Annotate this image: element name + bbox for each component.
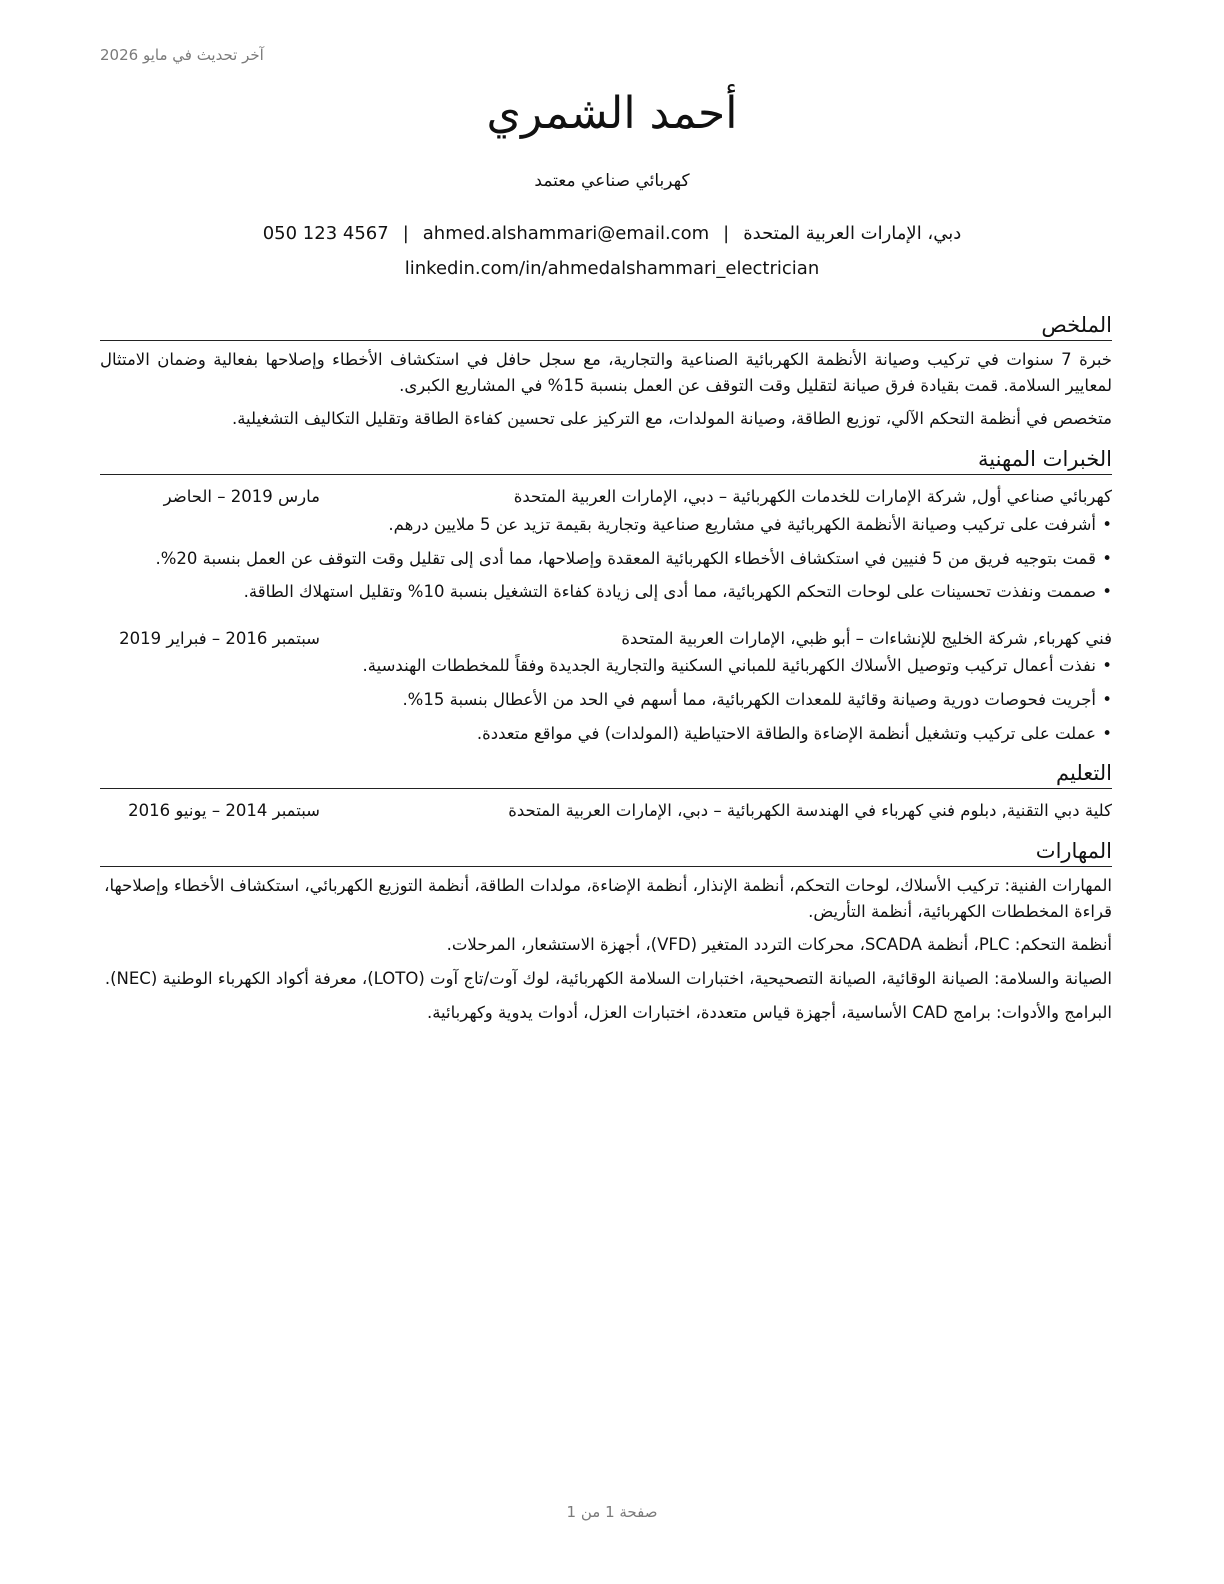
section-heading: الملخص [100,312,1112,341]
job-title: فني كهرباء, شركة الخليج للإنشاءات – أبو ظبي، الإمارات العربية المتحدة [621,628,1112,648]
linkedin-link[interactable]: linkedin.com/in/ahmedalshammari_electrician [404,258,820,279]
job-bullet: • قمت بتوجيه فريق من 5 فنيين في استكشاف الأخطاء الكهربائية المعقدة وإصلاحها، مما أدى إلى تقليل وقت التوقف عن العمل بنسبة 20%. [100,546,1112,572]
contact-location: دبي، الإمارات العربية المتحدة [743,223,962,244]
job-header [100,485,1112,510]
candidate-title: كهربائي صناعي معتمد [534,171,690,191]
education-dates: سبتمبر 2014 – يونيو 2016 [128,801,320,821]
job-bullet: • أجريت فحوصات دورية وصيانة وقائية للمعدات الكهربائية، مما أسهم في الحد من الأعطال بنسبة 15%. [100,687,1112,713]
education-entry [100,799,1112,824]
contact-line [0,223,1224,244]
job-bullet: • عملت على تركيب وتشغيل أنظمة الإضاءة والطاقة الاحتياطية (المولدات) في مواقع متعددة. [100,721,1112,747]
section-heading: التعليم [100,760,1112,789]
summary-paragraph: خبرة 7 سنوات في تركيب وصيانة الأنظمة الكهربائية الصناعية والتجارية، مع سجل حافل في استكشاف الأخطاء وإصلاحها بفعالية وضمان الامتثال لمعايير السلامة. قمت بقيادة فرق صيانة لتقليل وقت التوقف عن العمل بنسبة 15% في المشاريع الكبرى. [100,350,1112,395]
summary-section [100,312,1112,432]
job-title: كهربائي صناعي أول, شركة الإمارات للخدمات الكهربائية – دبي، الإمارات العربية المتحدة [513,487,1112,507]
job-entry [100,627,1112,746]
resume-content [100,312,1112,1025]
job-dates: مارس 2019 – الحاضر [163,487,320,507]
skill-line: البرامج والأدوات: برامج CAD الأساسية، أجهزة قياس متعددة، اختبارات العزل، أدوات يدوية وكهربائية. [426,1002,1112,1022]
summary-paragraph: متخصص في أنظمة التحكم الآلي، توزيع الطاقة، وصيانة المولدات، مع التركيز على تحسين كفاءة الطاقة وتقليل التكاليف التشغيلية. [231,409,1112,429]
page-number: صفحة 1 من 1 [566,1503,658,1521]
job-bullet: • نفذت أعمال تركيب وتوصيل الأسلاك الكهربائية للمباني السكنية والتجارية الجديدة وفقاً للمخططات الهندسية. [100,653,1112,679]
skill-line: المهارات الفنية: تركيب الأسلاك، لوحات التحكم، أنظمة الإنذار، أنظمة الإضاءة، مولدات الطاقة، أنظمة التوزيع الكهربائي، استكشاف الأخطاء وإصلاحها، قراءة المخططات الكهربائية، أنظمة التأريض. [104,876,1112,921]
job-bullets [100,653,1112,746]
job-header [100,627,1112,652]
job-bullets [100,512,1112,605]
job-dates: سبتمبر 2016 – فبراير 2019 [119,628,320,648]
contact-email[interactable]: ahmed.alshammari@email.com [422,223,710,244]
education-section [100,760,1112,824]
candidate-name: أحمد الشمري [486,88,738,139]
job-entry [100,485,1112,604]
skill-line: أنظمة التحكم: PLC، أنظمة SCADA، محركات التردد المتغير (VFD)، أجهزة الاستشعار، المرحلات. [446,935,1112,955]
job-bullet: • صممت ونفذت تحسينات على لوحات التحكم الكهربائية، مما أدى إلى زيادة كفاءة التشغيل بنسبة 10% وتقليل استهلاك الطاقة. [100,579,1112,605]
job-bullet: • أشرفت على تركيب وصيانة الأنظمة الكهربائية في مشاريع صناعية وتجارية بقيمة تزيد عن 5 ملايين درهم. [100,512,1112,538]
contact-separator: | [402,223,409,244]
section-heading: الخبرات المهنية [100,446,1112,475]
contact-separator: | [723,223,730,244]
skill-line: الصيانة والسلامة: الصيانة الوقائية، الصيانة التصحيحية، اختبارات السلامة الكهربائية، لوك آوت/تاج آوت (LOTO)، معرفة أكواد الكهرباء الوطنية (NEC). [104,969,1112,988]
last-updated-note: آخر تحديث في مايو 2026 [100,46,264,64]
education-title: كلية دبي التقنية, دبلوم فني كهرباء في الهندسة الكهربائية – دبي، الإمارات العربية المتحدة [508,801,1112,821]
experience-section [100,446,1112,746]
contact-phone[interactable]: 050 123 4567 [262,223,389,244]
skills-section [100,838,1112,1025]
section-heading: المهارات [100,838,1112,867]
